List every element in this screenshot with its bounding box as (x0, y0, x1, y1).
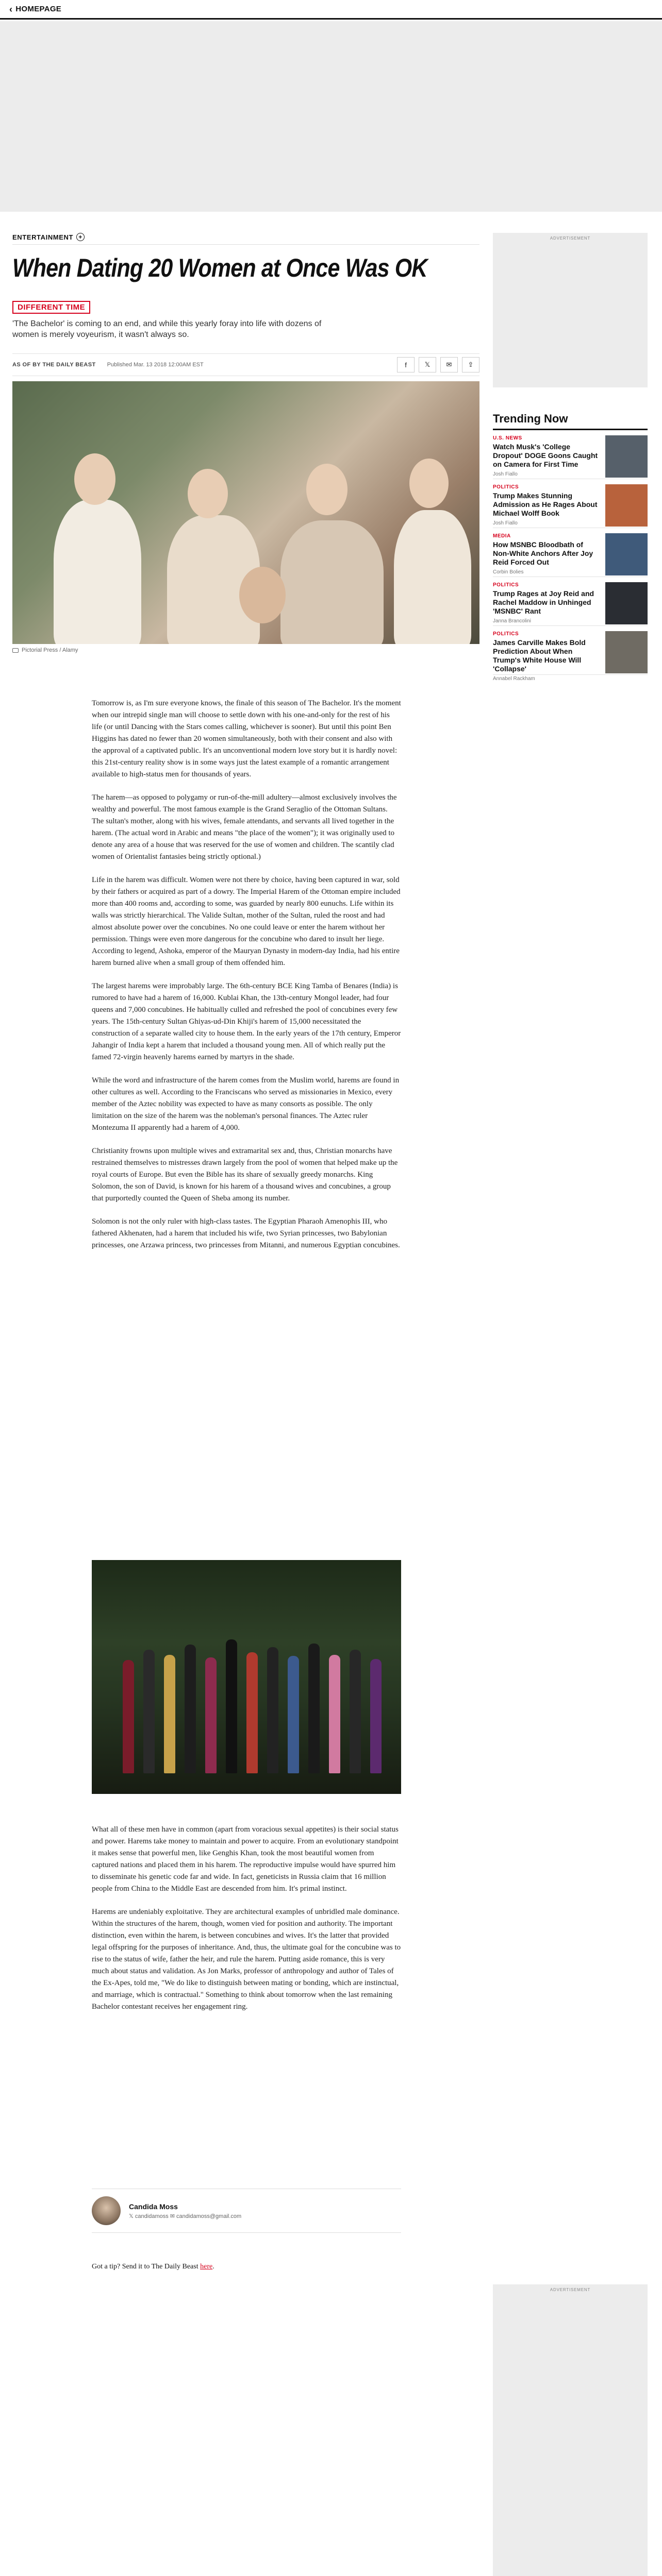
page-title: When Dating 20 Women at Once Was OK (12, 253, 427, 282)
trending-title[interactable]: Trump Rages at Joy Reid and Rachel Maddow in Unhinged 'MSNBC' Rant (493, 589, 594, 615)
camera-icon (12, 648, 19, 653)
byline-row (12, 353, 479, 376)
article-paragraph: Harems are undeniably exploitative. They are architectural examples of unbridled male dominance. Within the structures of the harem, though, women vied for position and authority. The important distinction, even within the harem, is between concubines and wives. It's the latter that provided legal offspring for the purposes of inheritance. And, thus, the ultimate goal for the concubine was to rise to the status of wife, father the heir, and rule the harem. Putting aside romance, this is very much about status and validation. As Jon Marks, professor of anthropology and author of Tales of the Ex-Apes, told me, "We do like to distinguish between mating or bonding, which are instinctual, and marriage, which is contractual." Something to think about tomorrow when the last remaining Bachelor contestant receives her engagement ring. (92, 1908, 401, 2011)
trending-item[interactable] (493, 577, 648, 626)
article-paragraph: Tomorrow is, as I'm sure everyone knows, the finale of this season of The Bachelor. It's the moment when our intrepid single man will choose to settle down with his one-and-only for the rest of his life (or until Dancing with the Stars comes calling, whichever is sooner). But until this point Ben Higgins has dated no fewer than 20 women simultaneously, both with their consent and also with the approval of a captivated public. It's an unconventional modern love story but it is hardly novel: this 21st-century reality show is in some ways just the latest example of a romantic arrangement available to high-status men for thousands of years. (92, 699, 401, 778)
byline[interactable]: AS OF BY THE DAILY BEAST (12, 362, 96, 368)
trending-thumbnail[interactable] (605, 484, 648, 527)
trending-thumbnail[interactable] (605, 631, 648, 673)
trending-thumbnail[interactable] (605, 533, 648, 575)
author-card (92, 2189, 401, 2233)
article-paragraph: Christianity frowns upon multiple wives and extramarital sex and, thus, Christian monarchs have restrained themselves to mistresses drawn largely from the pool of women that helped make up the royal courts of Europe. But even the Bible has its share of sexually greedy monarchs. King Solomon, the son of David, is known for his harem of a thousand wives and concubines, a group that purportedly counted the Queen of Sheba among its number. (92, 1147, 398, 1202)
author-contact[interactable]: 𝕏 candidamoss ✉ candidamoss@gmail.com (129, 2213, 242, 2219)
trending-title[interactable]: James Carville Makes Bold Prediction About When Trump's White House Will 'Collapse' (493, 638, 586, 673)
article-body-bottom (92, 1824, 401, 2013)
trending-author: Janna Brancolini (493, 618, 531, 624)
section-label: ENTERTAINMENT (12, 233, 74, 241)
photo-credit: Pictorial Press / Alamy (22, 647, 78, 653)
trending-thumbnail[interactable] (605, 582, 648, 624)
trending-item[interactable] (493, 430, 648, 479)
rail-ad-bottom[interactable] (493, 2284, 648, 2576)
sidebar-trending (493, 412, 648, 682)
email-share-icon[interactable]: ✉ (440, 357, 458, 372)
hero-image (12, 381, 479, 644)
trending-category[interactable]: POLITICS (493, 582, 519, 588)
trending-author: Josh Fiallo (493, 520, 518, 526)
ad-label: ADVERTISEMENT (550, 236, 591, 241)
author-name[interactable]: Candida Moss (129, 2202, 178, 2211)
article-paragraph: Life in the harem was difficult. Women were not there by choice, having been captured in war, sold by their fathers or acquired as part of a dowry. The Imperial Harem of the Ottoman empire included more than 400 rooms and, according to some, was guarded by nearly 800 eunuchs. Life within its walls was strictly hierarchical. The Valide Sultan, mother of the Sultan, ruled the roost and had almost absolute power over the concubines. No one could leave or enter the harem without her permission. Things were even more dangerous for the concubine who dared to insult her liege. According to legend, Ashoka, emperor of the Mauryan Dynasty in modern-day India, had his entire harem burned alive when a small group of them offended him. (92, 876, 401, 967)
trending-author: Annabel Rackham (493, 676, 535, 682)
tip-link[interactable]: here (200, 2263, 213, 2270)
article-dek: 'The Bachelor' is coming to an end, and while this yearly foray into life with dozens of women is merely voyeurism, it wasn't always so. (12, 319, 322, 339)
inline-image (92, 1560, 401, 1794)
trending-author: Josh Fiallo (493, 471, 518, 477)
homepage-link[interactable] (9, 5, 61, 14)
kicker-badge: DIFFERENT TIME (12, 301, 90, 314)
top-nav (0, 0, 662, 20)
trending-author: Corbin Bolies (493, 569, 524, 575)
trending-item[interactable] (493, 528, 648, 577)
x-share-icon[interactable]: 𝕏 (419, 357, 436, 372)
tip-text: Got a tip? Send it to The Daily Beast (92, 2263, 198, 2270)
trending-item[interactable] (493, 479, 648, 528)
divider (12, 244, 479, 245)
section-tag[interactable] (12, 233, 85, 241)
article-paragraph: While the word and infrastructure of the harem comes from the Muslim world, harems are found in other cultures as well. According to the Franciscans who served as missionaries in Mexico, every member of the Aztec nobility was expected to have as many consorts as possible. The only limitation on the size of the harem was the nobleman's personal finances. The Aztec ruler Montezuma II apparently had a harem of 4,000. (92, 1076, 400, 1132)
article-paragraph: The largest harems were improbably large. The 6th-century BCE King Tamba of Benares (India) is rumored to have had a harem of 16,000. Kublai Khan, the 13th-century Mongol leader, had four queens and 7,000 concubines. He habitually culled and refreshed the pool of concubines every few years. The 15th-century Sultan Ghiyas-ud-Din Khiji's harem of 15,000 necessitated the construction of a separate walled city to house them. In the early years of the 17th century, Emperor Jahangir of India kept a harem that included a thousand young men. All of which really put the famed 72-virgin heavenly harems earned by martyrs in the shade. (92, 982, 401, 1061)
published-date: Published Mar. 13 2018 12:00AM EST (107, 362, 204, 368)
photo-caption (12, 647, 78, 653)
ad-label: ADVERTISEMENT (550, 2287, 591, 2292)
sidebar-heading: Trending Now (493, 412, 648, 430)
trending-thumbnail[interactable] (605, 435, 648, 478)
trending-item[interactable] (493, 626, 648, 682)
homepage-label: HOMEPAGE (15, 5, 62, 13)
chevron-left-icon: ‹ (9, 4, 13, 14)
avatar[interactable] (92, 2196, 121, 2225)
article-paragraph: The harem—as opposed to polygamy or run-of-the-mill adultery—almost exclusively involves the wealthy and powerful. The most famous example is the Grand Seraglio of the Ottoman Sultans. The sultan's mother, along with his wives, female attendants, and servants all lived together in the harem. (The actual word in Arabic and means "the place of the women"); it was originally used to denote any area of a house that was reserved for the use of women and children. The scantily clad women of Orientalist fantasies being strictly optional.) (92, 793, 397, 861)
link-share-icon[interactable]: ⇪ (462, 357, 479, 372)
trending-title[interactable]: Watch Musk's 'College Dropout' DOGE Goons Caught on Camera for First Time (493, 443, 598, 468)
facebook-share-icon[interactable]: f (397, 357, 415, 372)
tip-line: Got a tip? Send it to The Daily Beast here. (92, 2263, 214, 2270)
top-ad-banner[interactable] (0, 21, 662, 212)
share-buttons (397, 357, 479, 372)
article-paragraph: What all of these men have in common (apart from voracious sexual appetites) is their social status and power. Harems take money to maintain and power to acquire. From an evolutionary standpoint it makes sense that powerful men, like Genghis Khan, took the most beautiful women from captured nations and placed them in his harem. The reproductive impulse would have spurred him to disseminate his genetic code far and wide. In fact, geneticists in Russia claim that 16 million people from China to the Middle East are descended from him. It's primal instinct. (92, 1825, 399, 1893)
article-paragraph: Solomon is not the only ruler with high-class tastes. The Egyptian Pharaoh Amenophis III, who fathered Akhenaten, had a harem that included his wife, two Syrian princesses, two Babylonian princesses, one Arzawa princess, two princesses from Mitanni, and numerous Egyptian concubines. (92, 1217, 400, 1249)
trending-title[interactable]: Trump Makes Stunning Admission as He Rages About Michael Wolff Book (493, 492, 598, 517)
trending-category[interactable]: POLITICS (493, 484, 519, 490)
trending-title[interactable]: How MSNBC Bloodbath of Non-White Anchors After Joy Reid Forced Out (493, 540, 593, 566)
follow-plus-icon[interactable]: + (76, 233, 85, 241)
article-body-top (92, 698, 401, 1251)
rail-ad-top[interactable] (493, 233, 648, 387)
trending-category[interactable]: U.S. NEWS (493, 435, 522, 441)
trending-category[interactable]: POLITICS (493, 631, 519, 637)
trending-category[interactable]: MEDIA (493, 533, 511, 539)
